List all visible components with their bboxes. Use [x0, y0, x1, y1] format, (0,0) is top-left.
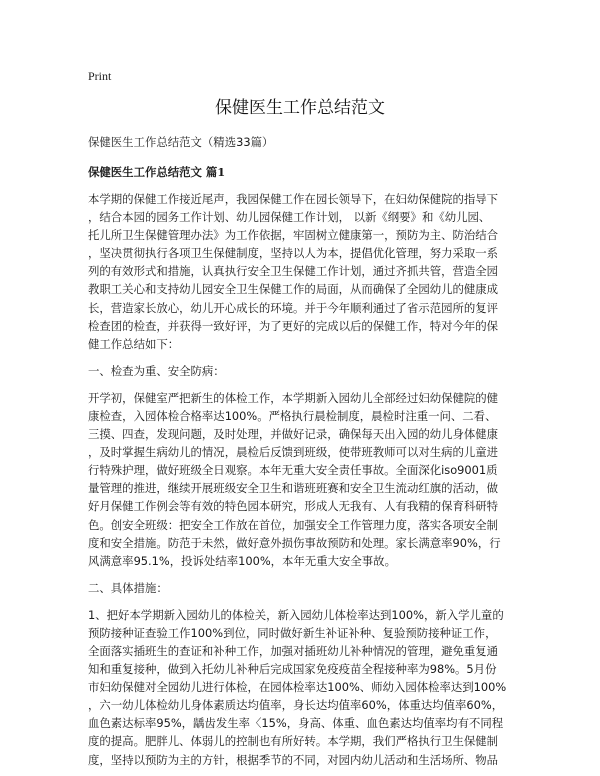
text-line: 托儿所卫生保健管理办法》为工作依据，牢固树立健康第一，预防为主、防治结合 — [88, 228, 499, 243]
measures-paragraph — [88, 606, 512, 769]
text-line: ，坚决贯彻执行各项卫生保健制度，坚持以人为本，提倡优化管理，努力采取一系 — [88, 246, 499, 261]
text-line: 健工作总结如下： — [88, 336, 180, 351]
check-paragraph — [88, 389, 512, 570]
text-line: 市妇幼保健对全园幼儿进行体检，在园体检率达100%、师幼入园体检率达到100% — [88, 680, 507, 695]
text-line: 康检查，入园体检合格率达100%。严格执行晨检制度，晨检时注重一问、二看、 — [88, 408, 497, 423]
text-line: 教职工关心和支持幼儿园安全卫生保健工作的局面，从而确保了全园幼儿的健康成 — [88, 282, 499, 297]
text-line: 1、把好本学期新入园幼儿的体检关，新入园幼儿体检率达到100%，新入学儿童的 — [88, 607, 504, 622]
text-line: 行特殊护理，做好班级全日观察。本年无重大安全责任事故。全面深化iso9001质 — [88, 463, 498, 478]
text-line: ，六一幼儿体检幼儿身体素质达均值率，身长达均值率60%，体重达均值率60%， — [88, 698, 504, 713]
text-line: 度的提高。肥胖儿、体弱儿的控制也有所好转。本学期，我们严格执行卫生保健制 — [88, 734, 499, 749]
text-line: 开学初，保健室严把新生的体检工作，本学期新入园幼儿全部经过妇幼保健院的健 — [88, 390, 499, 405]
heading-measures: 二、具体措施： — [88, 580, 168, 595]
section-title: 保健医生工作总结范文 篇1 — [88, 165, 226, 179]
text-line: 度，坚持以预防为主的方针，根据季节的不同，对园内幼儿活动和生活场所、物品 — [88, 752, 499, 767]
print-link[interactable]: Print — [88, 69, 112, 83]
text-line: ，结合本园的园务工作计划、幼儿园保健工作计划， 以新《纲要》和《幼儿园、 — [88, 210, 491, 225]
text-line: 全面落实插班生的查证和补种工作，加强对插班幼儿补种情况的管理，避免重复通 — [88, 643, 499, 658]
text-line: 预防接种证查验工作100%到位，同时做好新生补证补种、复验预防接种证工作， — [88, 625, 497, 640]
text-line: 色。创安全班级：把安全工作放在首位，加强安全工作管理力度，落实各项安全制 — [88, 517, 499, 532]
text-line: 列的有效形式和措施，认真执行安全卫生保健工作计划，通过齐抓共管，营造全园 — [88, 264, 499, 279]
document-subtitle: 保健医生工作总结范文（精选33篇） — [88, 135, 274, 149]
page-title: 保健医生工作总结范文 — [215, 98, 385, 118]
text-line: 检查团的检查，并获得一致好评，为了更好的完成以后的保健工作，特对今年的保 — [88, 318, 499, 333]
text-line: 知和重复接种，做到入托幼儿补种后完成国家免疫疫苗全程接种率为98%。5月份 — [88, 662, 497, 677]
text-line: 血色素达标率95%，龋齿发生率〈15%，身高、体重、血色素达均值率均有不同程 — [88, 716, 504, 731]
heading-check-safety: 一、检查为重、安全防病： — [88, 363, 225, 378]
intro-paragraph — [88, 190, 512, 353]
text-line: 风满意率95.1%，投诉处结率100%，本年无重大安全事故。 — [88, 553, 396, 568]
text-line: ，及时掌握生病幼儿的情况，晨检后反馈到班级，使带班教师可以对生病的儿童进 — [88, 445, 499, 460]
text-line: 度和安全措施。防范于未然，做好意外损伤事故预防和处理。家长满意率90%，行 — [88, 535, 501, 550]
text-line: 三摸、四查，发现问题，及时处理，并做好记录，确保每天出入园的幼儿身体健康 — [88, 427, 499, 442]
text-line: 好月保健工作例会等有效的特色园本研究，形成人无我有、人有我精的保育科研特 — [88, 499, 499, 514]
text-line: 本学期的保健工作接近尾声，我园保健工作在园长领导下，在妇幼保健院的指导下 — [88, 192, 499, 206]
text-line: 量管理的推进，继续开展班级安全卫生和谐班班赛和安全卫生流动红旗的活动，做 — [88, 481, 499, 496]
text-line: 长，营造家长放心，幼儿开心成长的环境。并于今年顺利通过了省示范园所的复评 — [88, 300, 499, 315]
